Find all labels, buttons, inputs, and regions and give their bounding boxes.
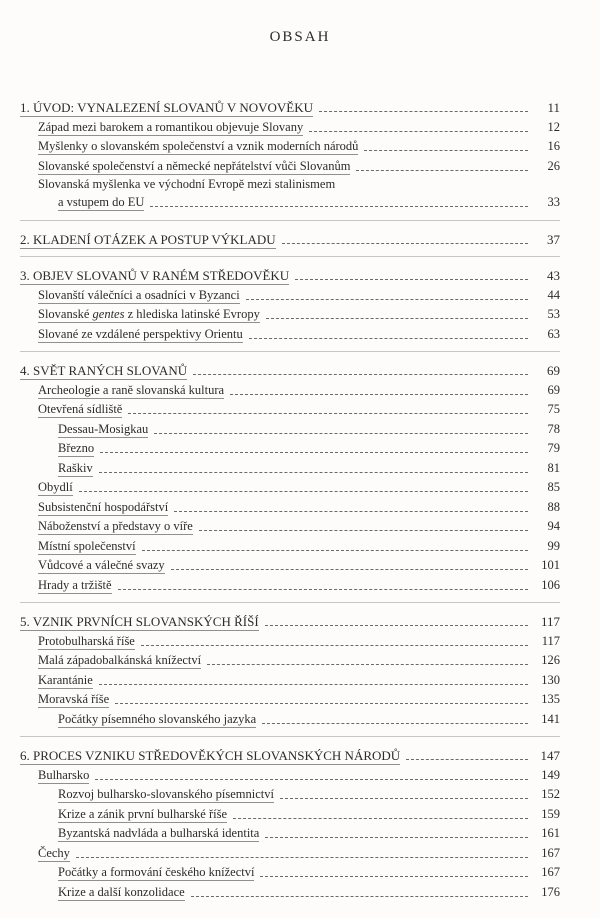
subchapter-entry[interactable] <box>20 651 560 671</box>
subchapter-entry[interactable] <box>20 381 560 401</box>
entry-title: Krize a zánik první bulharské říše <box>58 806 228 821</box>
subchapter-entry[interactable] <box>20 863 560 883</box>
entry-title: Byzantská nadvláda a bulharská identita <box>58 826 260 840</box>
toc-section <box>20 266 560 352</box>
subchapter-entry[interactable] <box>20 193 560 213</box>
page-number: 37 <box>547 231 560 247</box>
page-number: 33 <box>547 195 560 209</box>
dot-leader <box>230 393 528 395</box>
dot-leader <box>233 817 528 819</box>
entry-title: Archeologie a raně slovanská kultura <box>38 382 225 397</box>
entry-title: Slovanské gentes z hlediska latinské Evropy <box>38 307 260 321</box>
page-number: 117 <box>540 614 560 629</box>
subchapter-entry[interactable] <box>20 844 560 864</box>
page-number: 85 <box>547 480 560 494</box>
subchapter-entry[interactable] <box>20 556 560 576</box>
dot-leader <box>95 778 528 780</box>
entry-title: 4. SVĚT RANÝCH SLOVANŮ <box>20 363 188 378</box>
dot-leader <box>265 624 528 626</box>
entry-title: Dessau-Mosigkau <box>58 421 149 436</box>
dot-leader <box>76 856 528 858</box>
dot-leader <box>265 836 528 838</box>
subchapter-entry[interactable] <box>20 459 560 479</box>
page-number: 94 <box>547 519 560 533</box>
page-number: 149 <box>541 767 560 782</box>
dot-leader <box>99 683 528 685</box>
entry-title: Bulharsko <box>38 767 90 782</box>
page-number: 141 <box>541 711 560 726</box>
dot-leader <box>154 432 528 434</box>
page-number: 117 <box>541 633 560 648</box>
chapter-entry[interactable] <box>20 746 560 766</box>
chapter-entry[interactable] <box>20 230 560 250</box>
chapter-entry[interactable] <box>20 361 560 381</box>
subchapter-entry[interactable] <box>20 439 560 459</box>
subchapter-entry[interactable] <box>20 118 560 138</box>
page-number: 63 <box>547 326 560 341</box>
toc-section <box>20 361 560 603</box>
subchapter-entry[interactable] <box>20 305 560 325</box>
subchapter-entry[interactable] <box>20 176 560 193</box>
entry-title: Raškiv <box>58 460 93 475</box>
dot-leader <box>199 529 528 531</box>
subchapter-entry[interactable] <box>20 137 560 157</box>
toc-section <box>20 230 560 258</box>
entry-title: Subsistenční hospodářství <box>38 499 169 514</box>
chapter-entry[interactable] <box>20 612 560 632</box>
page-number: 126 <box>541 653 560 667</box>
subchapter-entry[interactable] <box>20 286 560 306</box>
entry-title: Slované ze vzdálené perspektivy Orientu <box>38 326 243 341</box>
subchapter-entry[interactable] <box>20 157 560 177</box>
dot-leader <box>171 568 528 570</box>
page-number: 11 <box>547 100 560 115</box>
page-number: 99 <box>547 538 560 553</box>
page-number: 106 <box>541 577 560 592</box>
page-number: 130 <box>541 672 560 687</box>
dot-leader <box>282 242 528 244</box>
subchapter-entry[interactable] <box>20 517 560 537</box>
page-number: 69 <box>547 363 560 378</box>
page-number: 44 <box>547 287 560 302</box>
page-number: 101 <box>541 558 560 572</box>
entry-title: Místní společenství <box>38 538 136 553</box>
subchapter-entry[interactable] <box>20 671 560 691</box>
entry-title: Slovanští válečníci a osadníci v Byzanci <box>38 287 240 302</box>
dot-leader <box>364 149 528 151</box>
entry-title: 6. PROCES VZNIKU STŘEDOVĚKÝCH SLOVANSKÝCH NÁRODŮ <box>20 748 401 763</box>
subchapter-entry[interactable] <box>20 478 560 498</box>
dot-leader <box>260 875 528 877</box>
page-number: 147 <box>540 748 560 763</box>
entry-title: Západ mezi barokem a romantikou objevuje Slovany <box>38 119 304 134</box>
chapter-entry[interactable] <box>20 266 560 286</box>
dot-leader <box>280 797 528 799</box>
page-number: 167 <box>541 865 560 879</box>
entry-title: Čechy <box>38 845 70 860</box>
dot-leader <box>100 451 528 453</box>
page-number: 152 <box>541 787 560 801</box>
dot-leader <box>141 644 528 646</box>
entry-title: Náboženství a představy o víře <box>38 519 193 533</box>
entry-title: Myšlenky o slovanském společenství a vznik moderních národů <box>38 139 359 153</box>
dot-leader <box>115 702 528 704</box>
dot-leader <box>191 895 528 897</box>
entry-title: Počátky písemného slovanského jazyka <box>58 711 257 726</box>
subchapter-entry[interactable] <box>20 400 560 420</box>
entry-title: Vůdcové a válečné svazy <box>38 558 165 572</box>
entry-title: Malá západobalkánská knížectví <box>38 653 202 667</box>
subchapter-entry[interactable] <box>20 537 560 557</box>
subchapter-entry[interactable] <box>20 710 560 730</box>
subchapter-entry[interactable] <box>20 632 560 652</box>
entry-title: Slovanská myšlenka ve východní Evropě mezi stalinismem <box>38 177 336 191</box>
toc-section <box>20 612 560 737</box>
entry-title: Hrady a tržiště <box>38 577 112 592</box>
dot-leader <box>266 317 528 319</box>
dot-leader <box>295 278 528 280</box>
dot-leader <box>99 471 528 473</box>
dot-leader <box>406 758 528 760</box>
dot-leader <box>249 337 528 339</box>
dot-leader <box>207 663 528 665</box>
entry-title: 5. VZNIK PRVNÍCH SLOVANSKÝCH ŘÍŠÍ <box>20 614 259 629</box>
dot-leader <box>262 722 528 724</box>
dot-leader <box>128 412 528 414</box>
page-title: OBSAH <box>269 29 331 46</box>
dot-leader <box>79 490 528 492</box>
subchapter-entry[interactable] <box>20 576 560 596</box>
entry-title: Obydlí <box>38 480 73 494</box>
page-number: 16 <box>547 139 560 153</box>
dot-leader <box>118 588 528 590</box>
dot-leader <box>174 510 528 512</box>
page-number: 53 <box>547 307 560 321</box>
page-number: 69 <box>547 382 560 397</box>
subchapter-entry[interactable] <box>20 325 560 345</box>
page-number: 176 <box>541 884 560 899</box>
page-number: 167 <box>541 845 560 860</box>
entry-title: 1. ÚVOD: VYNALEZENÍ SLOVANŮ V NOVOVĚKU <box>20 100 313 115</box>
entry-title: Březno <box>58 441 95 455</box>
dot-leader <box>309 130 528 132</box>
dot-leader <box>246 298 528 300</box>
page-number: 81 <box>547 460 560 475</box>
entry-title: Rozvoj bulharsko-slovanského písemnictví <box>58 787 274 801</box>
entry-title: Karantánie <box>38 672 93 687</box>
subchapter-entry[interactable] <box>20 766 560 786</box>
dot-leader <box>356 169 528 171</box>
dot-leader <box>142 549 528 551</box>
page-number: 161 <box>541 826 560 840</box>
subchapter-entry[interactable] <box>20 883 560 903</box>
subchapter-entry[interactable] <box>20 690 560 710</box>
dot-leader <box>150 205 528 207</box>
subchapter-entry[interactable] <box>20 824 560 844</box>
page-number: 75 <box>547 402 560 416</box>
subchapter-entry[interactable] <box>20 785 560 805</box>
entry-title: Krize a další konzolidace <box>58 884 185 899</box>
entry-title: Počátky a formování českého knížectví <box>58 865 255 879</box>
entry-title: 2. KLADENÍ OTÁZEK A POSTUP VÝKLADU <box>20 231 276 247</box>
chapter-entry[interactable] <box>20 98 560 118</box>
dot-leader <box>193 373 528 375</box>
table-of-contents <box>20 98 560 918</box>
subchapter-entry[interactable] <box>20 498 560 518</box>
entry-title: a vstupem do EU <box>58 195 145 209</box>
toc-section <box>20 746 560 909</box>
entry-title: Protobulharská říše <box>38 633 135 648</box>
page-number: 26 <box>547 158 560 173</box>
page-number: 159 <box>541 806 560 821</box>
entry-title: Moravská říše <box>38 692 110 706</box>
subchapter-entry[interactable] <box>20 420 560 440</box>
entry-title: 3. OBJEV SLOVANŮ V RANÉM STŘEDOVĚKU <box>20 268 290 283</box>
page-number: 79 <box>547 441 560 455</box>
toc-section <box>20 98 560 221</box>
entry-title: Slovanské společenství a německé nepřátelství vůči Slovanům <box>38 158 351 173</box>
page-number: 135 <box>541 692 560 706</box>
subchapter-entry[interactable] <box>20 805 560 825</box>
page-number: 88 <box>547 499 560 514</box>
page-number: 12 <box>547 119 560 134</box>
entry-title: Otevřená sídliště <box>38 402 123 416</box>
page-number: 78 <box>547 421 560 436</box>
page-number: 43 <box>547 268 560 283</box>
dot-leader <box>319 110 528 112</box>
